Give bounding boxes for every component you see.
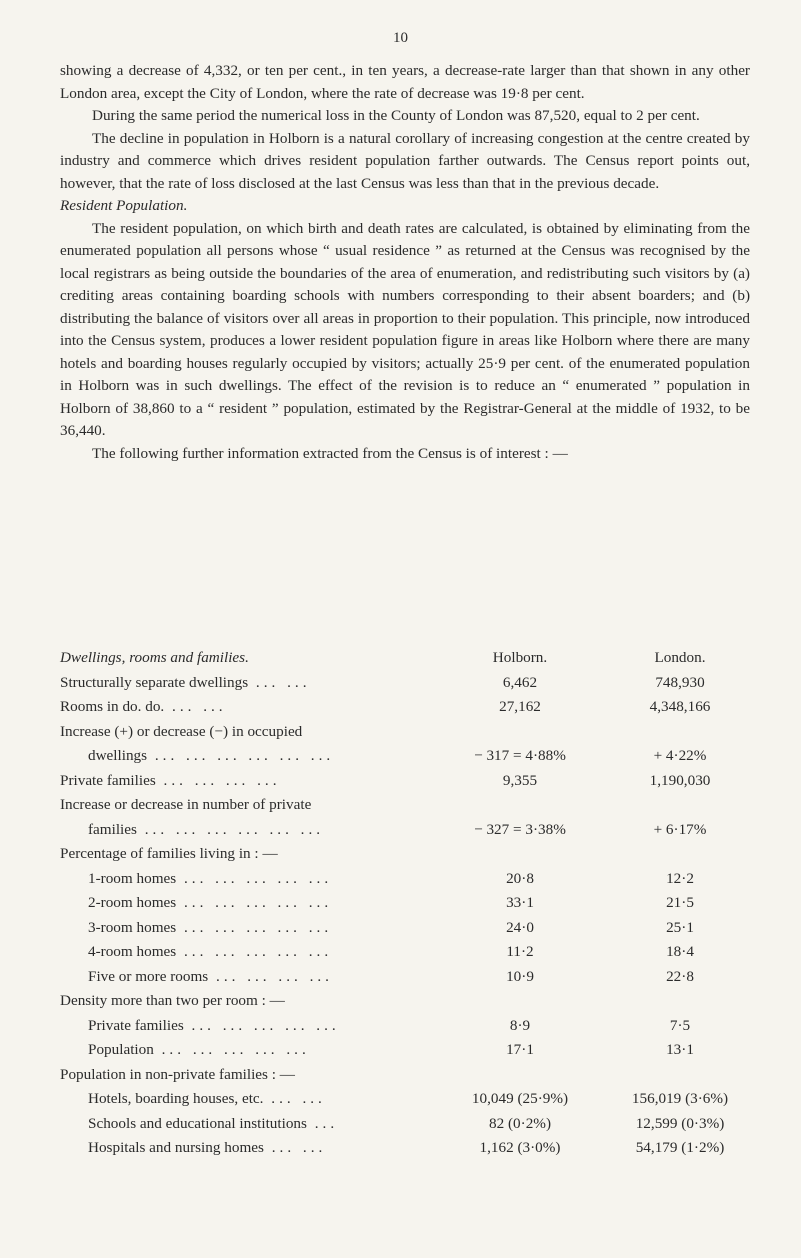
page-number: 10 [393, 30, 408, 46]
leader-dots: ... ... ... ... ... [176, 894, 333, 911]
value-holborn: − 327 = 3·38% [474, 820, 566, 838]
row-label [60, 1136, 508, 1161]
row-label-text: Hospitals and nursing homes [88, 1139, 264, 1156]
value-london: 25·1 [666, 918, 694, 936]
row-label [60, 1063, 480, 1088]
column-header-holborn: Holborn. [492, 649, 548, 666]
leader-dots: ... ... ... ... [155, 771, 281, 789]
table-row [60, 965, 750, 990]
table-row [60, 891, 750, 916]
table-row [60, 720, 750, 769]
value-london: 156,019 (3·6%) [631, 1090, 729, 1107]
paragraph: The decline in population in Holborn is a natural corollary of increasing congestion at the centre created by industry and commerce which drives resident population farther outwards. The Census report points out, however, that the rate of loss disclosed at the last Census was less than that in the previous decade. [60, 129, 750, 192]
row-label [60, 1112, 508, 1137]
row-label [60, 965, 508, 990]
leader-dots: ... ... ... ... ... [176, 869, 333, 887]
leader-dots: ... ... ... ... ... [183, 1016, 340, 1034]
row-label-text: Increase (+) or decrease (−) in occupied [60, 722, 303, 740]
value-london: + 4·22% [653, 747, 707, 764]
table-row [60, 1112, 750, 1137]
row-label [60, 842, 480, 867]
value-london: 54,179 (1·2%) [635, 1139, 725, 1156]
leader-dots: ... ... ... ... ... ... [147, 747, 335, 764]
value-london: 12,599 (0·3%) [635, 1114, 725, 1132]
census-table [60, 646, 750, 1161]
table-row [60, 940, 750, 965]
value-london: 18·4 [666, 943, 694, 960]
leader-dots: ... ... ... ... ... [176, 943, 333, 960]
row-label-text: Private families [88, 1016, 184, 1034]
value-holborn: 27,162 [499, 698, 541, 715]
row-label-text: Rooms in do. do. [60, 698, 165, 715]
leader-dots: ... ... ... ... ... ... [136, 820, 325, 838]
value-london: 12·2 [666, 869, 694, 887]
value-holborn: 9,355 [502, 771, 538, 789]
leader-dots: ... ... ... ... [208, 967, 333, 985]
value-london: 748,930 [655, 673, 705, 691]
value-holborn: 17·1 [506, 1041, 534, 1058]
leader-dots: ... ... [263, 1090, 326, 1107]
paragraph: During the same period the numerical loss in the County of London was 87,520, equal to 2 per cent. [92, 107, 700, 124]
leader-dots: ... [306, 1114, 339, 1132]
value-holborn: 6,462 [502, 673, 538, 691]
table-row [60, 1087, 750, 1112]
row-label-text: Population [88, 1041, 154, 1058]
value-london: 21·5 [666, 894, 694, 911]
value-holborn: 20·8 [506, 869, 534, 887]
leader-dots: ... ... [164, 698, 227, 715]
row-label-text: Structurally separate dwellings [60, 673, 249, 691]
table-row [60, 989, 750, 1014]
value-london: + 6·17% [653, 820, 707, 838]
table-row [60, 842, 750, 867]
table-header-row [60, 646, 750, 671]
table-row [60, 769, 750, 794]
value-london: 13·1 [666, 1041, 694, 1058]
value-holborn: 82 (0·2%) [489, 1114, 551, 1132]
table-row [60, 916, 750, 941]
row-label [60, 695, 480, 720]
table-body [60, 671, 750, 1161]
row-label-text: 1-room homes [88, 869, 177, 887]
body-text [60, 60, 750, 465]
row-label-text: Increase or decrease in number of private [60, 796, 312, 813]
table-row [60, 695, 750, 720]
row-label [60, 916, 508, 941]
row-label-text: 3-room homes [88, 918, 177, 936]
row-label [60, 989, 480, 1014]
value-holborn: 33·1 [506, 894, 534, 911]
table-row [60, 1038, 750, 1063]
leader-dots: ... ... ... ... ... [176, 918, 333, 936]
row-label [60, 891, 508, 916]
row-label-text: Hotels, boarding houses, etc. [88, 1090, 264, 1107]
paragraph: The following further information extracted from the Census is of interest : — [92, 444, 568, 462]
paragraph: showing a decrease of 4,332, or ten per cent., in ten years, a decrease-rate larger than that shown in any other London area, except the City of London, where the rate of decrease was 19·8 per cent. [60, 62, 750, 102]
row-label-continuation: dwellings [88, 747, 148, 764]
value-holborn: 10·9 [506, 967, 534, 985]
table-row [60, 671, 750, 696]
leader-dots: ... ... [263, 1139, 327, 1156]
table-row [60, 793, 750, 842]
row-label-text: Percentage of families living in : — [60, 845, 278, 862]
value-london: 7·5 [669, 1016, 691, 1034]
value-holborn: 11·2 [506, 943, 534, 960]
row-label-text: 4-room homes [88, 943, 177, 960]
row-label [60, 1087, 508, 1112]
section-heading: Resident Population. [60, 197, 188, 214]
table-row [60, 1014, 750, 1039]
row-label [60, 720, 480, 769]
row-label-text: 2-room homes [88, 894, 177, 911]
table-row [60, 1063, 750, 1088]
value-london: 22·8 [666, 967, 694, 985]
row-label-continuation: families [88, 820, 137, 838]
table-heading: Dwellings, rooms and families. [60, 649, 249, 666]
value-london: 4,348,166 [649, 698, 711, 715]
value-london: 1,190,030 [649, 771, 711, 789]
row-label-text: Schools and educational institutions [88, 1114, 307, 1132]
value-holborn: 24·0 [506, 918, 534, 936]
value-holborn: 1,162 (3·0%) [479, 1139, 561, 1156]
row-label [60, 769, 480, 794]
leader-dots: ... ... [248, 673, 311, 691]
table-row [60, 1136, 750, 1161]
row-label [60, 940, 508, 965]
value-holborn: 8·9 [509, 1016, 531, 1034]
value-holborn: 10,049 (25·9%) [471, 1090, 569, 1107]
row-label [60, 1014, 508, 1039]
row-label [60, 867, 508, 892]
paragraph: The resident population, on which birth and death rates are calculated, is obtained by eliminating from the enumerated population all persons whose “ usual residence ” as returned at the Census was recognised by the local registrars as being outside the boundaries of the area of enumeration, and redistributing such visitors by (a) crediting areas containing boarding schools with numbers corresponding to their absent boarders; and (b) distributing the balance of visitors over all areas in proportion to their population. This principle, now introduced into the Census system, produces a lower resident population figure in areas like Holborn where there are many hotels and boarding houses regularly occupied by visitors; actually 25·9 per cent. of the enumerated population in Holborn was in such dwellings. The effect of the revision is to reduce an “ enumerated ” population in Holborn of 38,860 to a “ resident ” population, estimated by the Registrar-General at the middle of 1932, to be 36,440. [60, 219, 750, 439]
row-label [60, 671, 480, 696]
value-holborn: − 317 = 4·88% [474, 747, 566, 764]
row-label-text: Density more than two per room : — [60, 992, 285, 1009]
leader-dots: ... ... ... ... ... [153, 1041, 310, 1058]
table-row [60, 867, 750, 892]
row-label [60, 1038, 508, 1063]
row-label-text: Five or more rooms [88, 967, 209, 985]
row-label-text: Private families [60, 771, 156, 789]
column-header-london: London. [654, 649, 706, 666]
row-label-text: Population in non-private families : — [60, 1065, 295, 1083]
row-label [60, 793, 480, 842]
